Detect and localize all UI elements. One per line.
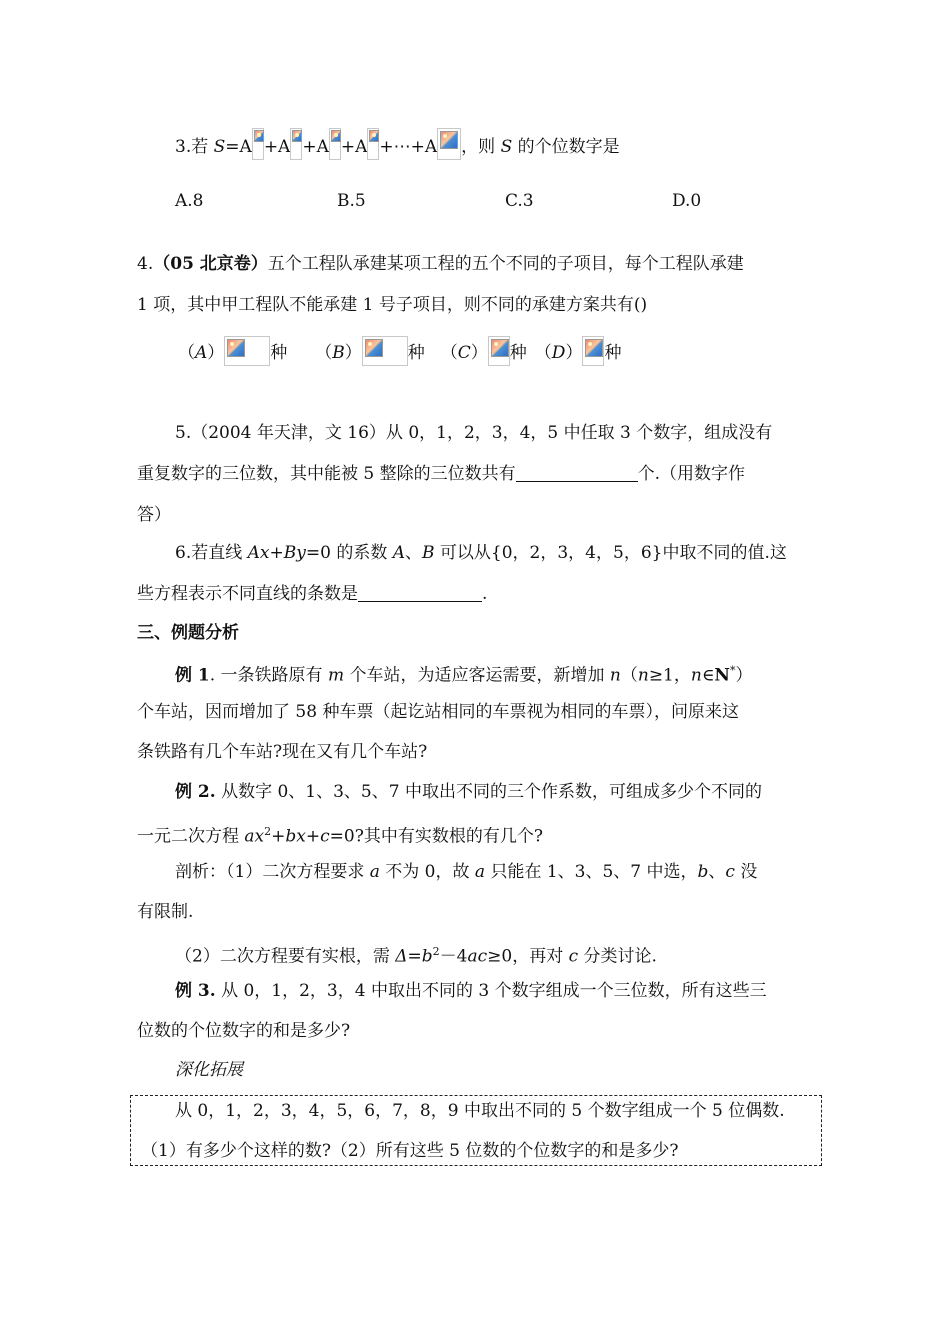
option-b: （B） 种 [315, 343, 425, 363]
formula-image-icon [252, 128, 264, 160]
answer-image-icon [362, 336, 408, 366]
question-4-line-2: 1 项，其中甲工程队不能承建 1 号子项目，则不同的承建方案共有() [137, 295, 648, 315]
example-1-line-2: 个车站，因而增加了 58 种车票（起讫站相同的车票视为相同的车票），问原来这 [137, 702, 739, 722]
answer-image-icon [488, 336, 510, 366]
example-1-line-1: 例 1. 一条铁路原有 m 个车站，为适应客运需要，新增加 n（n≥1，n∈N*） [175, 664, 753, 686]
question-3-option-c: C.3 [505, 191, 534, 211]
formula-image-icon [290, 128, 302, 160]
extension-line-1: 从 0，1，2，3，4，5，6，7，8，9 中取出不同的 5 个数字组成一个 5 位偶数. [175, 1101, 785, 1121]
example-2-analysis-3: （2）二次方程要有实根，需 $\Delta=b^2-4ac\ge 0$，再对 c 分类讨论. [175, 945, 657, 967]
example-2-analysis-2: 有限制. [137, 902, 194, 922]
example-2-analysis-1: 剖析：（1）二次方程要求 a 不为 0，故 a 只能在 1、3、5、7 中选，b、c 没 [175, 862, 758, 882]
question-3-option-a: A.8 [175, 191, 204, 211]
question-5-line-2: 重复数字的三位数，其中能被 5 整除的三位数共有 个.（用数字作 [137, 464, 746, 484]
question-5-line-3: 答） [137, 505, 171, 525]
option-d: （D） 种 [535, 343, 622, 363]
answer-image-icon [224, 336, 270, 366]
formula-image-icon [367, 128, 379, 160]
example-3-line-1: 例 3. 从 0，1，2，3，4 中取出不同的 3 个数字组成一个三位数，所有这些三 [175, 981, 767, 1001]
question-3-option-d: D.0 [672, 191, 702, 211]
formula-image-icon [437, 128, 461, 160]
question-6-line-1: 6.若直线 Ax+By=0 的系数 A、B 可以从{0，2，3，4，5，6}中取不同的值.这 [175, 543, 787, 563]
extension-title: 深化拓展 [175, 1060, 243, 1080]
example-2-line-2: 一元二次方程 $ax^2+bx+c=0$?其中有实数根的有几个? [137, 825, 543, 847]
question-4-options [178, 336, 621, 366]
formula-image-icon [329, 128, 341, 160]
option-a: （A） 种 [178, 343, 287, 363]
answer-blank[interactable] [516, 465, 638, 482]
example-3-line-2: 位数的个位数字的和是多少? [137, 1021, 351, 1041]
question-4-line-1: 4.（05 北京卷）五个工程队承建某项工程的五个不同的子项目，每个工程队承建 [137, 254, 744, 274]
extension-line-2: （1）有多少个这样的数?（2）所有这些 5 位数的个位数字的和是多少? [141, 1141, 679, 1161]
answer-image-icon [582, 336, 604, 366]
question-3-stem: 3.若 S=A +A +A +A +⋯+A ，则 S 的个位数字是 [175, 128, 620, 160]
question-6-line-2: 些方程表示不同直线的条数是 . [137, 584, 488, 604]
example-1-line-3: 条铁路有几个车站?现在又有几个车站? [137, 742, 428, 762]
example-2-line-1: 例 2. 从数字 0、1、3、5、7 中取出不同的三个作系数，可组成多少个不同的 [175, 782, 762, 802]
section-title: 三、例题分析 [137, 623, 239, 643]
option-c: （C） 种 [441, 343, 527, 363]
question-5-line-1: 5.（2004 年天津，文 16）从 0，1，2，3，4，5 中任取 3 个数字，组成没有 [175, 423, 773, 443]
question-3-option-b: B.5 [337, 191, 366, 211]
answer-blank[interactable] [358, 585, 482, 602]
